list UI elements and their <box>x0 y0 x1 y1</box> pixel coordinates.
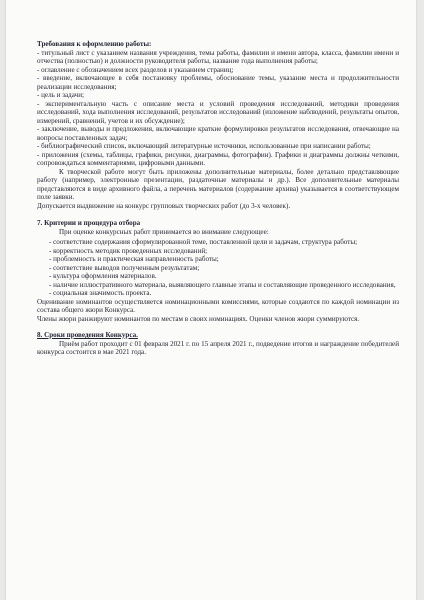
requirement-line-2: - оглавление с обозначением всех разделов и указанием страниц; <box>37 65 234 74</box>
requirement-line-5: - экспериментальную часть с описание места и условий проведения исследований, методики проведения исследований, хода выполнения исследований, результатов исследований (изложение наблюдений, результаты опытов, измерений, сравнений, учетов и их обсуждение); <box>37 99 399 125</box>
evaluation-paragraph: Оценивание номинантов осуществляется номинационными комиссиями, которые создаются по каждой номинации из состава общего жюри Конкурса. <box>37 297 399 314</box>
requirement-line-4: - цель и задачи; <box>37 91 84 99</box>
criteria-item-3: - проблемность и практическая направленность работы; <box>49 255 219 263</box>
criteria-item-4: - соответствие выводов полученным результатам; <box>49 263 200 272</box>
section-8-heading: 8. Сроки проведения Конкурса. <box>37 331 138 339</box>
requirement-line-3: - введение, включающее в себя постановку проблемы, обоснование темы, указание места и продолжительности реализации исследования; <box>37 74 399 91</box>
requirement-line-7: - библиографический список, включающий литературные источники, использованные при написании работы; <box>37 142 371 150</box>
section-7-heading: 7. Критерии и процедура отбора <box>37 219 141 227</box>
document-content <box>37 40 399 357</box>
criteria-item-5: - культура оформления материалов. <box>49 272 157 280</box>
criteria-intro: При оценке конкурсных работ принимается во внимание следующее: <box>59 227 269 236</box>
group-works-paragraph: Допускается выдвижение на конкурс групповых творческих работ (до 3-х человек). <box>37 201 291 210</box>
requirement-line-6: - заключение, выводы и предложения, включающие краткие формулировки результатов исследования, отвечающие на вопросы поставленных задач; <box>37 125 399 142</box>
extra-materials-paragraph: К творческой работе могут быть приложены дополнительные материалы, более детально представляющие работу (например, электронные презентации, раздаточные материалы и др.). Все дополнительные материалы представляются в виде архивного файла, а перечень материалов (содержание архива) указывается в соответствующем поле заявки. <box>37 167 399 201</box>
document-page <box>6 0 416 600</box>
requirements-heading: Требования к оформлению работы: <box>37 40 152 48</box>
criteria-item-6: - наличие иллюстративного материала, выявляющего главные этапы и составляющие проведенного исследования, <box>49 280 396 289</box>
jury-ranking-paragraph: Члены жюри ранжируют номинантов по местам в своих номинациях. Оценки членов жюри суммируются. <box>37 314 360 323</box>
criteria-item-2: - корректность методик проведенных исследований; <box>49 246 208 255</box>
requirement-line-8: - приложения (схемы, таблицы, графики, рисунки, диаграммы, фотографии). Графики и диаграммы должны четкими, сопровождаться комментариями, цифровыми данными. <box>37 150 399 167</box>
criteria-item-7: - социальная значимость проекта. <box>49 289 152 297</box>
requirement-line-1: - титульный лист с указанием названия учреждения, темы работы, фамилии и имени автора, класса, фамилии имени и отчества (полностью) и должности руководителя работы, название года выполнения работы; <box>37 48 399 65</box>
criteria-item-1: - соответствие содержания сформулированной теме, поставленной цели и задачам, структура работы; <box>49 238 358 246</box>
deadlines-paragraph: Приём работ проходит с 01 февраля 2021 г. по 15 апреля 2021 г., подведение итогов и награждение победителей конкурса состоится в мае 2021 года. <box>37 339 399 356</box>
